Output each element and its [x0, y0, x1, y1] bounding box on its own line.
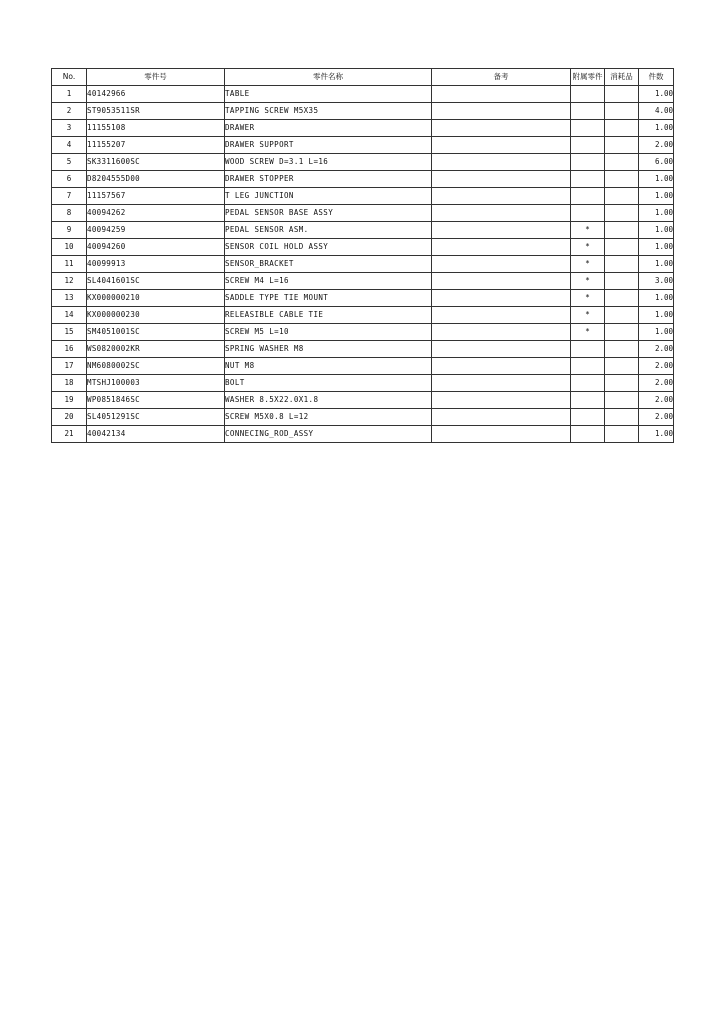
cell-quantity: 4.00	[639, 103, 674, 120]
table-row	[52, 120, 674, 137]
cell-part-number: D8204555D00	[87, 171, 225, 188]
cell-part-name: WOOD SCREW D=3.1 L=16	[225, 154, 432, 171]
table-row	[52, 392, 674, 409]
cell-no: 8	[52, 205, 87, 222]
cell-accessory-mark	[571, 205, 605, 222]
cell-part-number: 11155108	[87, 120, 225, 137]
cell-part-name: BOLT	[225, 375, 432, 392]
cell-remarks	[432, 324, 571, 341]
table-row	[52, 273, 674, 290]
table-row	[52, 188, 674, 205]
cell-consumable-mark	[605, 120, 639, 137]
cell-consumable-mark	[605, 273, 639, 290]
cell-quantity: 1.00	[639, 188, 674, 205]
cell-part-name: TABLE	[225, 86, 432, 103]
cell-part-name: DRAWER	[225, 120, 432, 137]
cell-remarks	[432, 188, 571, 205]
cell-no: 6	[52, 171, 87, 188]
cell-remarks	[432, 341, 571, 358]
cell-remarks	[432, 222, 571, 239]
cell-remarks	[432, 154, 571, 171]
cell-quantity: 1.00	[639, 120, 674, 137]
cell-quantity: 2.00	[639, 137, 674, 154]
cell-part-number: ST9053511SR	[87, 103, 225, 120]
cell-quantity: 1.00	[639, 290, 674, 307]
cell-part-name: SENSOR COIL HOLD ASSY	[225, 239, 432, 256]
cell-part-name: NUT M8	[225, 358, 432, 375]
table-row	[52, 426, 674, 443]
cell-remarks	[432, 103, 571, 120]
cell-consumable-mark	[605, 375, 639, 392]
table-row	[52, 205, 674, 222]
cell-accessory-mark	[571, 171, 605, 188]
cell-part-name: T LEG JUNCTION	[225, 188, 432, 205]
table-row	[52, 239, 674, 256]
cell-accessory-mark	[571, 120, 605, 137]
cell-part-number: 40094259	[87, 222, 225, 239]
table-row	[52, 103, 674, 120]
cell-part-name: DRAWER SUPPORT	[225, 137, 432, 154]
cell-accessory-mark	[571, 392, 605, 409]
cell-quantity: 2.00	[639, 392, 674, 409]
cell-no: 15	[52, 324, 87, 341]
cell-consumable-mark	[605, 222, 639, 239]
cell-quantity: 2.00	[639, 341, 674, 358]
cell-consumable-mark	[605, 86, 639, 103]
parts-list-sheet	[51, 68, 673, 443]
cell-no: 1	[52, 86, 87, 103]
cell-part-name: PEDAL SENSOR ASM.	[225, 222, 432, 239]
cell-part-name: DRAWER STOPPER	[225, 171, 432, 188]
cell-part-name: RELEASIBLE CABLE TIE	[225, 307, 432, 324]
cell-part-number: 40094260	[87, 239, 225, 256]
cell-no: 17	[52, 358, 87, 375]
cell-accessory-mark: *	[571, 222, 605, 239]
cell-accessory-mark	[571, 154, 605, 171]
cell-consumable-mark	[605, 188, 639, 205]
header-part-number: 零件号	[87, 69, 225, 86]
cell-remarks	[432, 290, 571, 307]
cell-quantity: 1.00	[639, 239, 674, 256]
parts-table	[51, 68, 674, 443]
cell-part-name: SADDLE TYPE TIE MOUNT	[225, 290, 432, 307]
cell-quantity: 1.00	[639, 307, 674, 324]
cell-no: 2	[52, 103, 87, 120]
cell-quantity: 1.00	[639, 222, 674, 239]
cell-consumable-mark	[605, 341, 639, 358]
cell-part-name: SPRING WASHER M8	[225, 341, 432, 358]
cell-remarks	[432, 307, 571, 324]
cell-part-number: 40099913	[87, 256, 225, 273]
cell-no: 21	[52, 426, 87, 443]
cell-part-name: PEDAL SENSOR BASE ASSY	[225, 205, 432, 222]
cell-part-number: SM4051001SC	[87, 324, 225, 341]
table-row	[52, 137, 674, 154]
cell-part-number: SL4051291SC	[87, 409, 225, 426]
cell-no: 5	[52, 154, 87, 171]
cell-part-number: 40142966	[87, 86, 225, 103]
cell-quantity: 1.00	[639, 86, 674, 103]
cell-consumable-mark	[605, 239, 639, 256]
table-row	[52, 375, 674, 392]
cell-no: 11	[52, 256, 87, 273]
cell-part-number: WP0851846SC	[87, 392, 225, 409]
cell-consumable-mark	[605, 426, 639, 443]
cell-accessory-mark	[571, 137, 605, 154]
cell-no: 7	[52, 188, 87, 205]
cell-consumable-mark	[605, 103, 639, 120]
cell-consumable-mark	[605, 290, 639, 307]
table-row	[52, 171, 674, 188]
cell-consumable-mark	[605, 324, 639, 341]
cell-quantity: 1.00	[639, 171, 674, 188]
table-row	[52, 256, 674, 273]
cell-consumable-mark	[605, 358, 639, 375]
cell-consumable-mark	[605, 307, 639, 324]
cell-remarks	[432, 273, 571, 290]
parts-table-body	[52, 86, 674, 443]
cell-remarks	[432, 120, 571, 137]
cell-part-name: SCREW M5 L=10	[225, 324, 432, 341]
cell-consumable-mark	[605, 392, 639, 409]
cell-consumable-mark	[605, 137, 639, 154]
cell-part-number: 11155207	[87, 137, 225, 154]
cell-quantity: 2.00	[639, 358, 674, 375]
cell-accessory-mark	[571, 375, 605, 392]
cell-part-number: KX000000210	[87, 290, 225, 307]
table-header-row	[52, 69, 674, 86]
cell-part-number: KX000000230	[87, 307, 225, 324]
cell-accessory-mark: *	[571, 307, 605, 324]
cell-part-number: 40042134	[87, 426, 225, 443]
table-row	[52, 324, 674, 341]
table-row	[52, 341, 674, 358]
cell-part-number: WS0820002KR	[87, 341, 225, 358]
cell-quantity: 1.00	[639, 256, 674, 273]
table-row	[52, 154, 674, 171]
cell-quantity: 1.00	[639, 205, 674, 222]
header-consumable: 消耗品	[605, 69, 639, 86]
table-row	[52, 307, 674, 324]
cell-remarks	[432, 239, 571, 256]
table-row	[52, 290, 674, 307]
cell-part-name: CONNECING_ROD_ASSY	[225, 426, 432, 443]
cell-accessory-mark	[571, 188, 605, 205]
cell-part-number: NM6080002SC	[87, 358, 225, 375]
header-quantity: 件数	[639, 69, 674, 86]
cell-accessory-mark: *	[571, 239, 605, 256]
cell-quantity: 6.00	[639, 154, 674, 171]
cell-part-name: SCREW M4 L=16	[225, 273, 432, 290]
cell-part-number: 11157567	[87, 188, 225, 205]
cell-part-name: WASHER 8.5X22.0X1.8	[225, 392, 432, 409]
header-accessory: 附属零件	[571, 69, 605, 86]
cell-no: 12	[52, 273, 87, 290]
header-no: No.	[52, 69, 87, 86]
cell-part-number: MTSHJ100003	[87, 375, 225, 392]
cell-part-name: TAPPING SCREW M5X35	[225, 103, 432, 120]
cell-accessory-mark	[571, 358, 605, 375]
cell-accessory-mark	[571, 426, 605, 443]
cell-accessory-mark: *	[571, 256, 605, 273]
cell-consumable-mark	[605, 205, 639, 222]
cell-consumable-mark	[605, 171, 639, 188]
cell-remarks	[432, 375, 571, 392]
cell-no: 18	[52, 375, 87, 392]
cell-quantity: 3.00	[639, 273, 674, 290]
cell-remarks	[432, 137, 571, 154]
cell-no: 10	[52, 239, 87, 256]
cell-part-name: SENSOR_BRACKET	[225, 256, 432, 273]
cell-accessory-mark	[571, 409, 605, 426]
cell-quantity: 2.00	[639, 375, 674, 392]
cell-part-number: SK3311600SC	[87, 154, 225, 171]
cell-remarks	[432, 426, 571, 443]
table-row	[52, 358, 674, 375]
cell-no: 16	[52, 341, 87, 358]
cell-remarks	[432, 358, 571, 375]
cell-no: 9	[52, 222, 87, 239]
cell-no: 20	[52, 409, 87, 426]
header-remarks: 备考	[432, 69, 571, 86]
cell-part-number: 40094262	[87, 205, 225, 222]
cell-accessory-mark	[571, 341, 605, 358]
cell-no: 4	[52, 137, 87, 154]
cell-accessory-mark	[571, 86, 605, 103]
cell-consumable-mark	[605, 409, 639, 426]
cell-quantity: 2.00	[639, 409, 674, 426]
cell-accessory-mark: *	[571, 273, 605, 290]
cell-remarks	[432, 86, 571, 103]
cell-remarks	[432, 409, 571, 426]
cell-accessory-mark	[571, 103, 605, 120]
cell-no: 3	[52, 120, 87, 137]
cell-part-number: SL4041601SC	[87, 273, 225, 290]
cell-remarks	[432, 205, 571, 222]
cell-consumable-mark	[605, 154, 639, 171]
cell-remarks	[432, 171, 571, 188]
cell-accessory-mark: *	[571, 324, 605, 341]
table-row	[52, 222, 674, 239]
cell-quantity: 1.00	[639, 324, 674, 341]
cell-remarks	[432, 392, 571, 409]
header-part-name: 零件名称	[225, 69, 432, 86]
cell-no: 14	[52, 307, 87, 324]
cell-consumable-mark	[605, 256, 639, 273]
table-row	[52, 86, 674, 103]
cell-no: 13	[52, 290, 87, 307]
cell-part-name: SCREW M5X0.8 L=12	[225, 409, 432, 426]
cell-accessory-mark: *	[571, 290, 605, 307]
table-row	[52, 409, 674, 426]
cell-remarks	[432, 256, 571, 273]
cell-quantity: 1.00	[639, 426, 674, 443]
cell-no: 19	[52, 392, 87, 409]
